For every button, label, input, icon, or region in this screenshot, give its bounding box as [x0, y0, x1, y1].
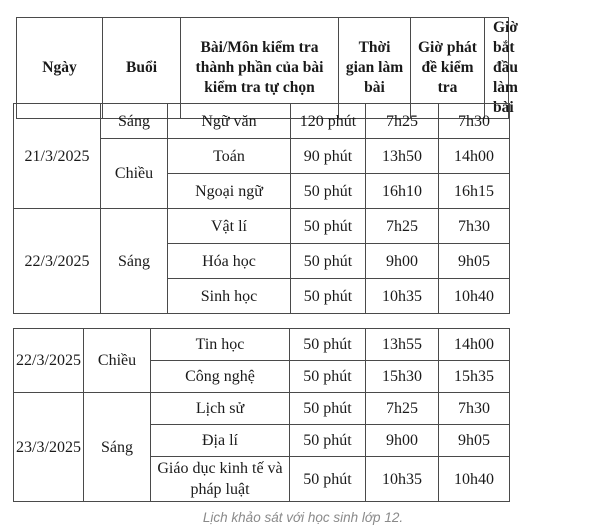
duration-cell: 50 phút: [290, 361, 366, 393]
table-row: [14, 104, 510, 139]
distribute-time-cell: 7h25: [366, 393, 439, 425]
duration-cell: 50 phút: [290, 393, 366, 425]
date-cell: 21/3/2025: [14, 104, 101, 209]
distribute-time-cell: 7h25: [366, 104, 439, 139]
start-time-cell: 14h00: [439, 329, 510, 361]
duration-cell: 90 phút: [291, 139, 366, 174]
subject-cell: Địa lí: [151, 425, 290, 457]
start-time-cell: 14h00: [439, 139, 510, 174]
duration-cell: 120 phút: [291, 104, 366, 139]
start-time-cell: 9h05: [439, 425, 510, 457]
start-time-cell: 10h40: [439, 279, 510, 314]
header-duration: Thời gian làm bài: [339, 18, 411, 119]
header-subject: Bài/Môn kiểm tra thành phần của bài kiểm tra tự chọn: [181, 18, 339, 119]
session-cell: Sáng: [101, 209, 168, 314]
subject-cell: Công nghệ: [151, 361, 290, 393]
start-time-cell: 9h05: [439, 244, 510, 279]
start-time-cell: 7h30: [439, 104, 510, 139]
session-cell: Chiều: [84, 329, 151, 393]
subject-cell: Hóa học: [168, 244, 291, 279]
start-time-cell: 7h30: [439, 393, 510, 425]
date-cell: 22/3/2025: [14, 209, 101, 314]
header-session: Buổi: [103, 18, 181, 119]
start-time-cell: 10h40: [439, 457, 510, 502]
distribute-time-cell: 10h35: [366, 457, 439, 502]
table-row: [14, 329, 510, 361]
session-cell: Chiều: [101, 139, 168, 209]
subject-cell: Toán: [168, 139, 291, 174]
header-distribute-time: Giờ phát đề kiểm tra: [411, 18, 485, 119]
date-cell: 23/3/2025: [14, 393, 84, 502]
header-start-time: Giờ bắt đầu làm bài: [485, 18, 509, 119]
start-time-cell: 16h15: [439, 174, 510, 209]
schedule-block-2: [13, 328, 510, 502]
subject-cell: Giáo dục kinh tế và pháp luật: [151, 457, 290, 502]
duration-cell: 50 phút: [290, 329, 366, 361]
subject-cell: Vật lí: [168, 209, 291, 244]
session-cell: Sáng: [101, 104, 168, 139]
distribute-time-cell: 16h10: [366, 174, 439, 209]
duration-cell: 50 phút: [291, 209, 366, 244]
table-row: [14, 209, 510, 244]
session-cell: Sáng: [84, 393, 151, 502]
subject-cell: Ngoại ngữ: [168, 174, 291, 209]
duration-cell: 50 phút: [291, 174, 366, 209]
duration-cell: 50 phút: [290, 425, 366, 457]
start-time-cell: 15h35: [439, 361, 510, 393]
distribute-time-cell: 15h30: [366, 361, 439, 393]
distribute-time-cell: 9h00: [366, 425, 439, 457]
subject-cell: Ngữ văn: [168, 104, 291, 139]
schedule-block-1: [13, 103, 510, 314]
start-time-cell: 7h30: [439, 209, 510, 244]
table-caption: Lịch khảo sát với học sinh lớp 12.: [202, 510, 404, 525]
header-date: Ngày: [17, 18, 103, 119]
subject-cell: Lịch sử: [151, 393, 290, 425]
distribute-time-cell: 9h00: [366, 244, 439, 279]
table-row: [14, 393, 510, 425]
duration-cell: 50 phút: [291, 244, 366, 279]
distribute-time-cell: 7h25: [366, 209, 439, 244]
duration-cell: 50 phút: [290, 457, 366, 502]
distribute-time-cell: 13h55: [366, 329, 439, 361]
date-cell: 22/3/2025: [14, 329, 84, 393]
distribute-time-cell: 13h50: [366, 139, 439, 174]
duration-cell: 50 phút: [291, 279, 366, 314]
distribute-time-cell: 10h35: [366, 279, 439, 314]
subject-cell: Tin học: [151, 329, 290, 361]
subject-cell: Sinh học: [168, 279, 291, 314]
